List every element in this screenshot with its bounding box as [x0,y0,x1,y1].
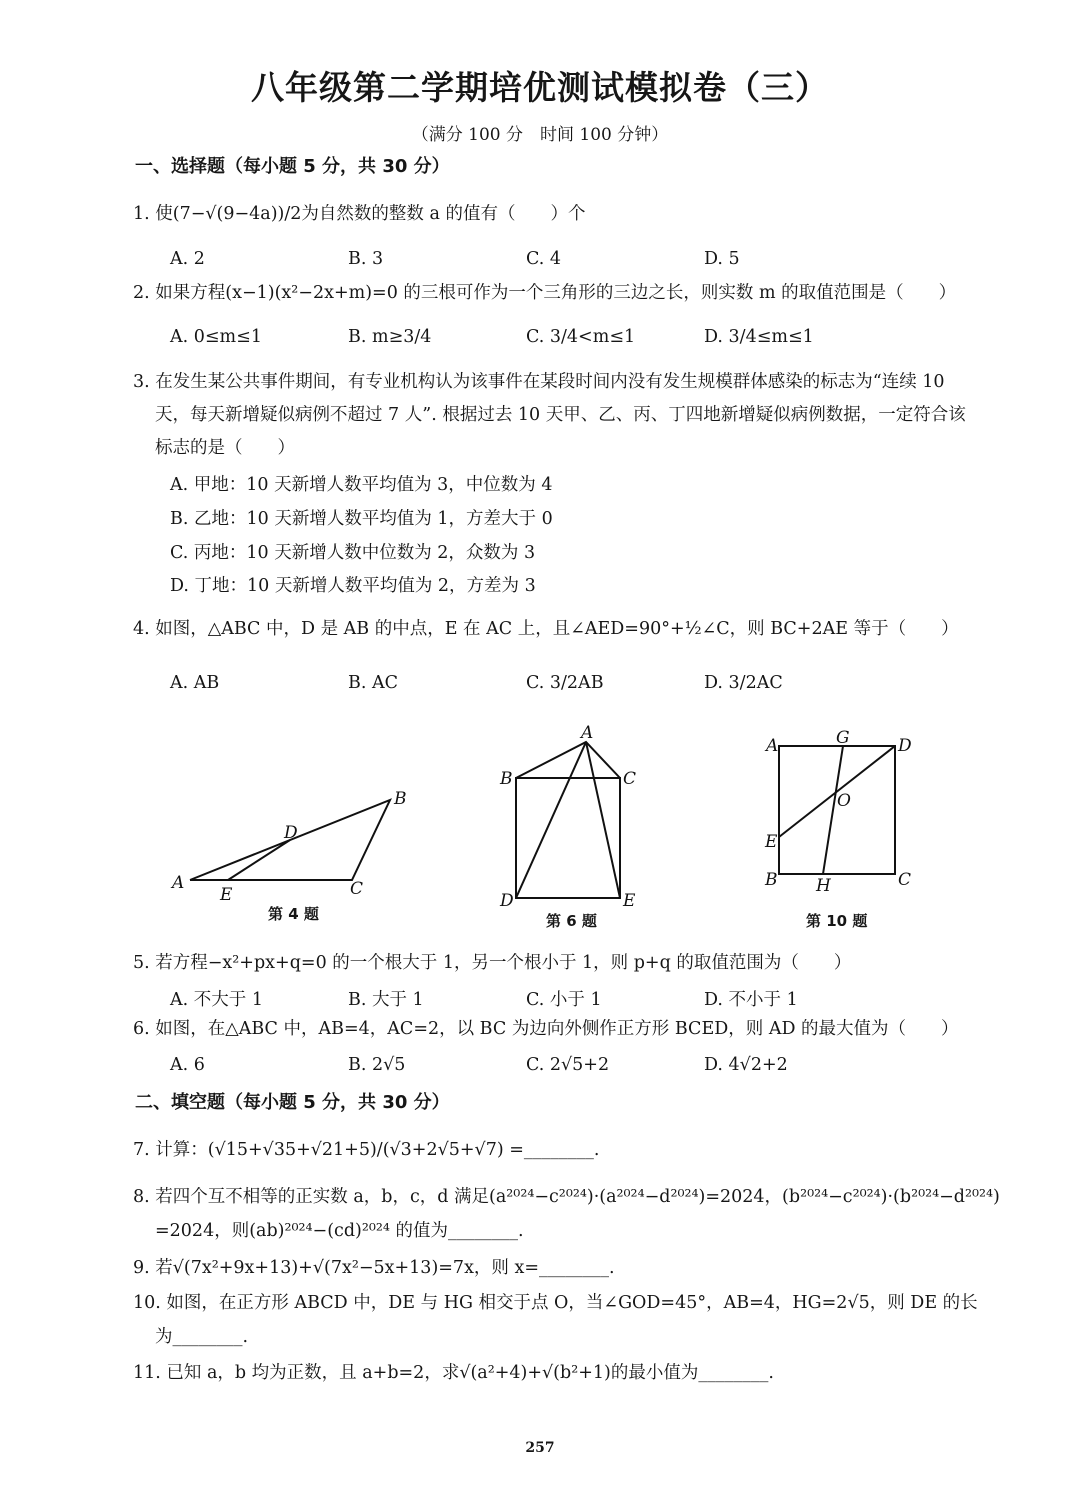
fig6-label-e: E [623,891,636,911]
question-10-line-1: 10. 如图，在正方形 ABCD 中，DE 与 HG 相交于点 O，当∠GOD=45°，AB=4，HG=2√5，则 DE 的长 [133,1293,978,1313]
question-9-text: 9. 若√(7x²+9x+13)+√(7x²−5x+13)=7x，则 x=________. [133,1258,615,1278]
fig10-label-h: H [816,876,831,895]
section-heading-fill: 二、填空题（每小题 5 分，共 30 分） [135,1092,450,1113]
fig6-segment-ad [516,742,586,898]
q6-option-b: B. 2√5 [348,1055,406,1075]
q3-option-a: A. 甲地：10 天新增人数平均值为 3，中位数为 4 [170,475,553,495]
fig6-label-b: B [500,769,513,789]
fig4-segment-de [228,840,290,880]
page-title: 八年级第二学期培优测试模拟卷（三） [251,68,829,107]
q2-option-d: D. 3/4≤m≤1 [704,327,814,347]
q2-option-b: B. m≥3/4 [348,327,432,347]
q6-option-c: C. 2√5+2 [526,1055,610,1075]
question-3-line-2: 天，每天新增疑似病例不超过 7 人”. 根据过去 10 天甲、乙、丙、丁四地新增疑似病例数据，一定符合该 [155,405,966,425]
fig6-label-c: C [623,769,637,789]
q1-option-b: B. 3 [348,249,384,269]
q3-option-c: C. 丙地：10 天新增人数中位数为 2，众数为 3 [170,543,536,563]
fig10-label-d: D [898,736,912,756]
fig6-square-bced [516,778,620,898]
q5-option-a: A. 不大于 1 [170,990,263,1010]
q4-option-c: C. 3/2AB [526,673,604,693]
question-4-text: 4. 如图，△ABC 中，D 是 AB 的中点，E 在 AC 上，且∠AED=90°+½∠C，则 BC+2AE 等于（ ） [133,619,959,639]
q3-option-b: B. 乙地：10 天新增人数平均值为 1，方差大于 0 [170,509,553,529]
page-subtitle: （满分 100 分 时间 100 分钟） [411,125,669,145]
fig10-label-g: G [836,728,850,748]
fig6-triangle-abc [516,742,620,778]
question-3-line-1: 3. 在发生某公共事件期间，有专业机构认为该事件在某段时间内没有发生规模群体感染的标志为“连续 10 [133,372,945,392]
q2-option-a: A. 0≤m≤1 [170,327,262,347]
fig4-label-a: A [172,873,185,893]
fig4-label-c: C [350,879,364,899]
q5-option-d: D. 不小于 1 [704,990,798,1010]
fig4-label-b: B [394,789,407,809]
question-8-line-2: =2024，则(ab)²⁰²⁴−(cd)²⁰²⁴ 的值为________. [155,1221,524,1241]
fig6-label-a: A [581,723,594,743]
q1-option-c: C. 4 [526,249,562,269]
question-3-line-3: 标志的是（ ） [155,438,295,458]
figure-4-triangle [160,780,420,910]
fig10-label-e: E [765,832,778,852]
q5-option-c: C. 小于 1 [526,990,602,1010]
fig4-label-e: E [220,885,233,905]
figure-6-square [490,720,650,915]
fig10-label-o: O [837,791,851,811]
q4-option-b: B. AC [348,673,399,693]
question-8-line-1: 8. 若四个互不相等的正实数 a，b，c，d 满足(a²⁰²⁴−c²⁰²⁴)·(a²⁰²⁴−d²⁰²⁴)=2024，(b²⁰²⁴−c²⁰²⁴)·(b²⁰²⁴−d²⁰²⁴) [133,1187,1000,1207]
q4-option-d: D. 3/2AC [704,673,783,693]
page-number: 257 [525,1440,555,1456]
q6-option-a: A. 6 [170,1055,205,1075]
section-heading-choice: 一、选择题（每小题 5 分，共 30 分） [135,156,450,177]
fig10-label-b: B [765,870,778,890]
q5-option-b: B. 大于 1 [348,990,424,1010]
figure-10-square [760,725,920,895]
question-7-text: 7. 计算：(√15+√35+√21+5)/(√3+2√5+√7) =________. [133,1140,600,1160]
question-11-text: 11. 已知 a，b 均为正数，且 a+b=2，求√(a²+4)+√(b²+1)的最小值为________. [133,1363,774,1383]
q3-option-d: D. 丁地：10 天新增人数平均值为 2，方差为 3 [170,576,536,596]
q2-option-c: C. 3/4<m≤1 [526,327,636,347]
fig4-label-d: D [284,823,298,843]
q1-option-a: A. 2 [170,249,205,269]
figure-4-caption: 第 4 题 [268,905,319,923]
fig6-segment-ae [586,742,620,898]
figure-10-caption: 第 10 题 [806,912,868,930]
question-1-text: 1. 使(7−√(9−4a))/2为自然数的整数 a 的值有（ ）个 [133,204,586,224]
question-5-text: 5. 若方程−x²+px+q=0 的一个根大于 1，另一个根小于 1，则 p+q 的取值范围为（ ） [133,953,852,973]
q1-option-d: D. 5 [704,249,740,269]
question-6-text: 6. 如图，在△ABC 中，AB=4，AC=2，以 BC 为边向外侧作正方形 BCED，则 AD 的最大值为（ ） [133,1019,959,1039]
q6-option-d: D. 4√2+2 [704,1055,788,1075]
question-2-text: 2. 如果方程(x−1)(x²−2x+m)=0 的三根可作为一个三角形的三边之长，则实数 m 的取值范围是（ ） [133,283,957,303]
fig10-label-c: C [898,870,912,890]
fig6-label-d: D [500,891,514,911]
fig10-label-a: A [766,736,779,756]
question-10-line-2: 为________. [155,1327,249,1347]
q4-option-a: A. AB [170,673,220,693]
figure-6-caption: 第 6 题 [546,912,597,930]
